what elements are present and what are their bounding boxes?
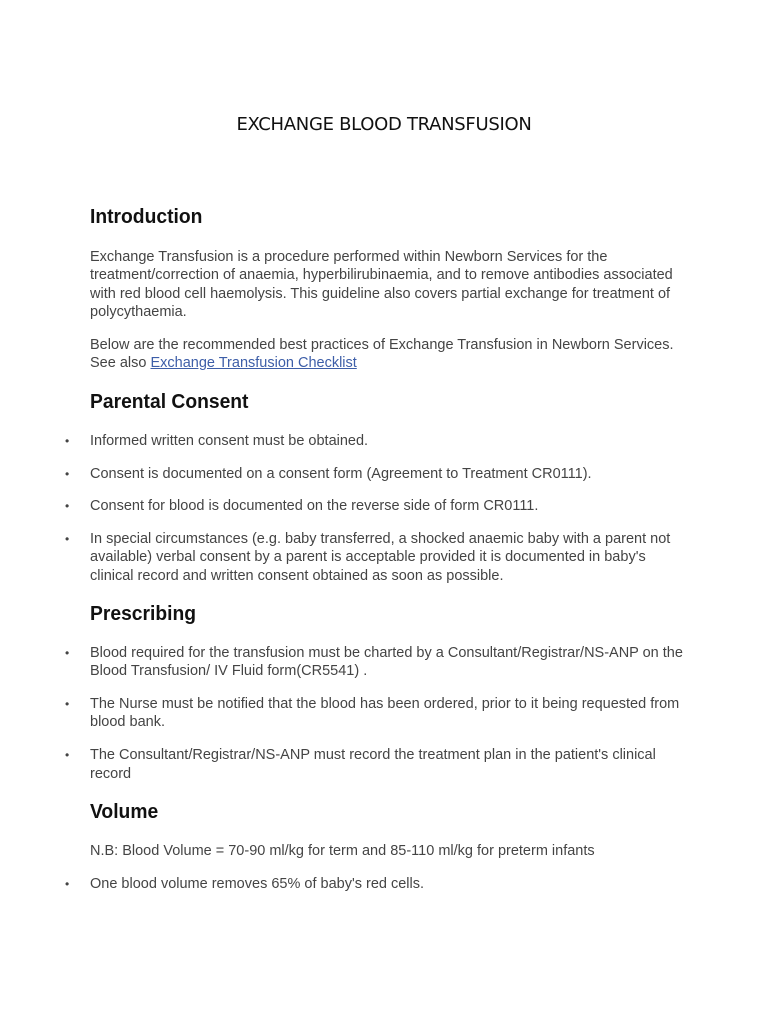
prescribing-section bbox=[65, 600, 690, 783]
parental-consent-heading: Parental Consent bbox=[90, 389, 249, 413]
list-item bbox=[65, 465, 690, 483]
see-also-text: Below are the recommended best practices of Exchange Transfusion in Newborn Services. See also bbox=[90, 337, 674, 372]
prescribing-list bbox=[65, 644, 690, 783]
list-item bbox=[65, 746, 690, 783]
volume-heading: Volume bbox=[90, 799, 159, 823]
bullet-icon: • bbox=[65, 499, 70, 514]
list-item-text: Informed written consent must be obtained. bbox=[90, 432, 369, 449]
bullet-icon: • bbox=[65, 877, 70, 892]
list-item-text: In special circumstances (e.g. baby transferred, a shocked anaemic baby with a parent not available) verbal consent by a parent is acceptable provided it is documented in baby's clinical record and written consent obtained as soon as possible. bbox=[90, 531, 671, 584]
list-item bbox=[65, 432, 690, 450]
list-item-text: Consent is documented on a consent form (Agreement to Treatment CR0111). bbox=[90, 465, 592, 482]
list-item-text: The Nurse must be notified that the blood has been ordered, prior to it being requested from blood bank. bbox=[90, 696, 680, 731]
prescribing-heading: Prescribing bbox=[90, 602, 197, 626]
bullet-icon: • bbox=[65, 532, 70, 547]
introduction-paragraph: Exchange Transfusion is a procedure performed within Newborn Services for the treatment/correction of anaemia, hyperbilirubinaemia, and to remove antibodies associated with red blood cell haemolysis. This guideline also covers partial exchange for treatment of polycythaemia. bbox=[90, 249, 673, 320]
list-item bbox=[65, 530, 690, 585]
bullet-icon: • bbox=[65, 466, 70, 481]
list-item bbox=[65, 497, 690, 515]
bullet-icon: • bbox=[65, 748, 70, 763]
bullet-icon: • bbox=[65, 646, 70, 661]
bullet-icon: • bbox=[65, 697, 70, 712]
volume-section bbox=[65, 798, 690, 894]
bullet-icon: • bbox=[65, 433, 70, 448]
list-item bbox=[65, 695, 690, 732]
list-item bbox=[65, 644, 690, 681]
volume-note: N.B: Blood Volume = 70-90 ml/kg for term and 85-110 ml/kg for preterm infants bbox=[90, 842, 595, 859]
list-item-text: Consent for blood is documented on the reverse side of form CR0111. bbox=[90, 498, 539, 515]
volume-list bbox=[65, 875, 690, 893]
introduction-section bbox=[90, 203, 690, 373]
parental-consent-list bbox=[65, 432, 690, 585]
parental-consent-section bbox=[65, 388, 690, 585]
introduction-heading: Introduction bbox=[90, 205, 203, 228]
introduction-see-also-paragraph bbox=[90, 336, 690, 373]
document-content bbox=[65, 200, 690, 893]
list-item bbox=[65, 875, 690, 893]
list-item-text: The Consultant/Registrar/NS-ANP must record the treatment plan in the patient's clinical record bbox=[90, 747, 656, 782]
list-item-text: Blood required for the transfusion must be charted by a Consultant/Registrar/NS-ANP on the Blood Transfusion/ IV Fluid form(CR5541) . bbox=[90, 645, 683, 680]
document-title: EXCHANGE BLOOD TRANSFUSION bbox=[236, 114, 532, 135]
list-item-text: One blood volume removes 65% of baby's red cells. bbox=[90, 876, 425, 893]
exchange-transfusion-checklist-link[interactable]: Exchange Transfusion Checklist bbox=[150, 355, 357, 372]
